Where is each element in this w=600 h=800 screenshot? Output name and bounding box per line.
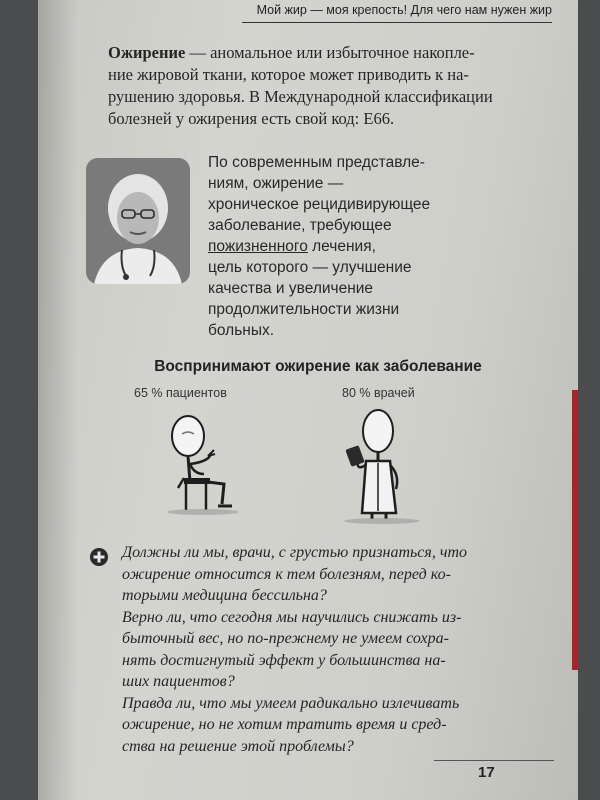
- quote-line: хроническое рецидивирующее: [208, 196, 431, 213]
- quote-line: ниям, ожирение —: [208, 175, 344, 192]
- question-line: ожирение, но не хотим тратить время и сред-: [122, 716, 447, 733]
- book-page: [38, 0, 578, 800]
- doctor-quote: [208, 152, 478, 341]
- question-line: ожирение относится к тем болезням, перед ко-: [122, 565, 451, 583]
- patient-figure-illustration: [148, 412, 258, 522]
- question-line: ства на решение этой проблемы?: [122, 737, 354, 755]
- quote-line: качества и увеличение: [208, 280, 374, 297]
- intro-line: болезней у ожирения есть свой код: Е66.: [108, 109, 395, 128]
- underlined-word: пожизненного: [208, 238, 308, 255]
- page-gutter-shadow: [38, 0, 78, 800]
- quote-line: больных.: [208, 322, 275, 339]
- intro-term: Ожирение: [108, 43, 186, 62]
- intro-line: рушению здоровья. В Международной классификации: [108, 87, 493, 106]
- intro-paragraph: [108, 42, 513, 130]
- questions-block: [122, 542, 532, 757]
- question-line: нять достигнутый эффект у большинства на-: [122, 651, 446, 669]
- question-line: Верно ли, что сегодня мы научились снижать из-: [122, 608, 462, 626]
- doctor-photo: [86, 158, 190, 284]
- quote-line-underlined: [208, 236, 478, 257]
- page-number: 17: [478, 764, 495, 781]
- question-line: ших пациентов?: [122, 673, 235, 690]
- figure-title: Воспринимают ожирение как заболевание: [154, 358, 482, 375]
- question-line: быточный вес, но по-прежнему не умеем сохра-: [122, 630, 449, 647]
- question-line: Должны ли мы, врачи, с грустью признаться, что: [122, 544, 467, 561]
- plus-glyph: [90, 548, 108, 566]
- quote-line: По современным представле-: [208, 154, 425, 171]
- doctor-figure-illustration: [338, 405, 448, 525]
- running-head: Мой жир — моя крепость! Для чего нам нужен жир: [242, 0, 552, 23]
- patients-caption: 65 % пациентов: [134, 386, 227, 400]
- folio-rule: [434, 760, 554, 761]
- quote-line: цель которого — улучшение: [208, 259, 412, 276]
- quote-line: заболевание, требующее: [208, 217, 392, 234]
- intro-line: ние жировой ткани, которое может приводить к на-: [108, 65, 469, 84]
- intro-line: — аномальное или избыточное накопле-: [185, 43, 475, 62]
- underlined-tail: лечения,: [307, 238, 376, 255]
- question-line: торыми медицина бессильна?: [122, 587, 327, 604]
- doctor-portrait: [86, 158, 190, 284]
- quote-line: продолжительности жизни: [208, 301, 400, 318]
- doctors-caption: 80 % врачей: [342, 386, 415, 400]
- plus-circle-icon: [90, 548, 108, 566]
- question-line: Правда ли, что мы умеем радикально излечивать: [122, 694, 460, 712]
- red-edge-strip: [572, 390, 578, 670]
